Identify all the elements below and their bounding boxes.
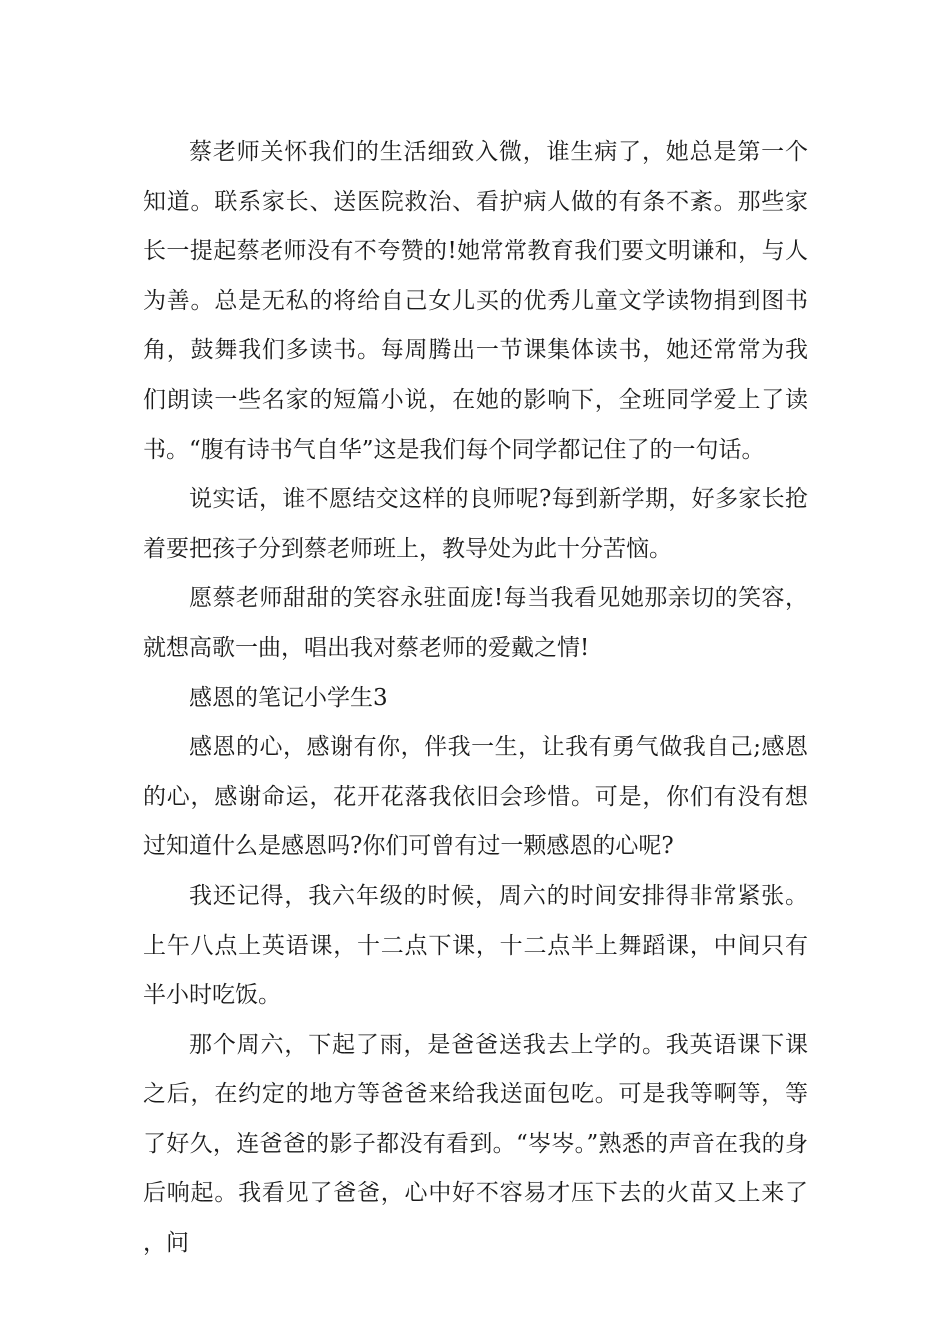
- paragraph-good-teacher: 说实话，谁不愿结交这样的良师呢?每到新学期，好多家长抢着要把孩子分到蔡老师班上，教导处为此十分苦恼。: [143, 486, 808, 562]
- paragraph-teacher-smile: 愿蔡老师甜甜的笑容永驻面庞!每当我看见她那亲切的笑容，就想高歌一曲，唱出我对蔡老师的爱戴之情!: [143, 585, 808, 661]
- paragraph-saturday-schedule: 我还记得，我六年级的时候，周六的时间安排得非常紧张。上午八点上英语课，十二点下课，十二点半上舞蹈课，中间只有半小时吃饭。: [143, 882, 808, 1009]
- document-body: [143, 128, 808, 1269]
- paragraph-grateful-heart: 感恩的心，感谢有你，伴我一生，让我有勇气做我自己;感恩的心，感谢命运，花开花落我依旧会珍惜。可是，你们有没有想过知道什么是感恩吗?你们可曾有过一颗感恩的心呢?: [143, 734, 808, 860]
- paragraph-rainy-saturday: 那个周六，下起了雨，是爸爸送我去上学的。我英语课下课之后，在约定的地方等爸爸来给我送面包吃。可是我等啊等，等了好久，连爸爸的影子都没有看到。“岑岑。”熟悉的声音在我的身后响起。我看见了爸爸，心中好不容易才压下去的火苗又上来了，问: [143, 1031, 808, 1257]
- section-title: 感恩的笔记小学生3: [189, 684, 388, 711]
- paragraph-teacher-care: 蔡老师关怀我们的生活细致入微，谁生病了，她总是第一个知道。联系家长、送医院救治、看护病人做的有条不紊。那些家长一提起蔡老师没有不夸赞的!她常常教育我们要文明谦和，与人为善。总是无私的将给自己女儿买的优秀儿童文学读物捐到图书角，鼓舞我们多读书。每周腾出一节课集体读书，她还常常为我们朗读一些名家的短篇小说，在她的影响下，全班同学爱上了读书。“腹有诗书气自华”这是我们每个同学都记住了的一句话。: [143, 139, 808, 463]
